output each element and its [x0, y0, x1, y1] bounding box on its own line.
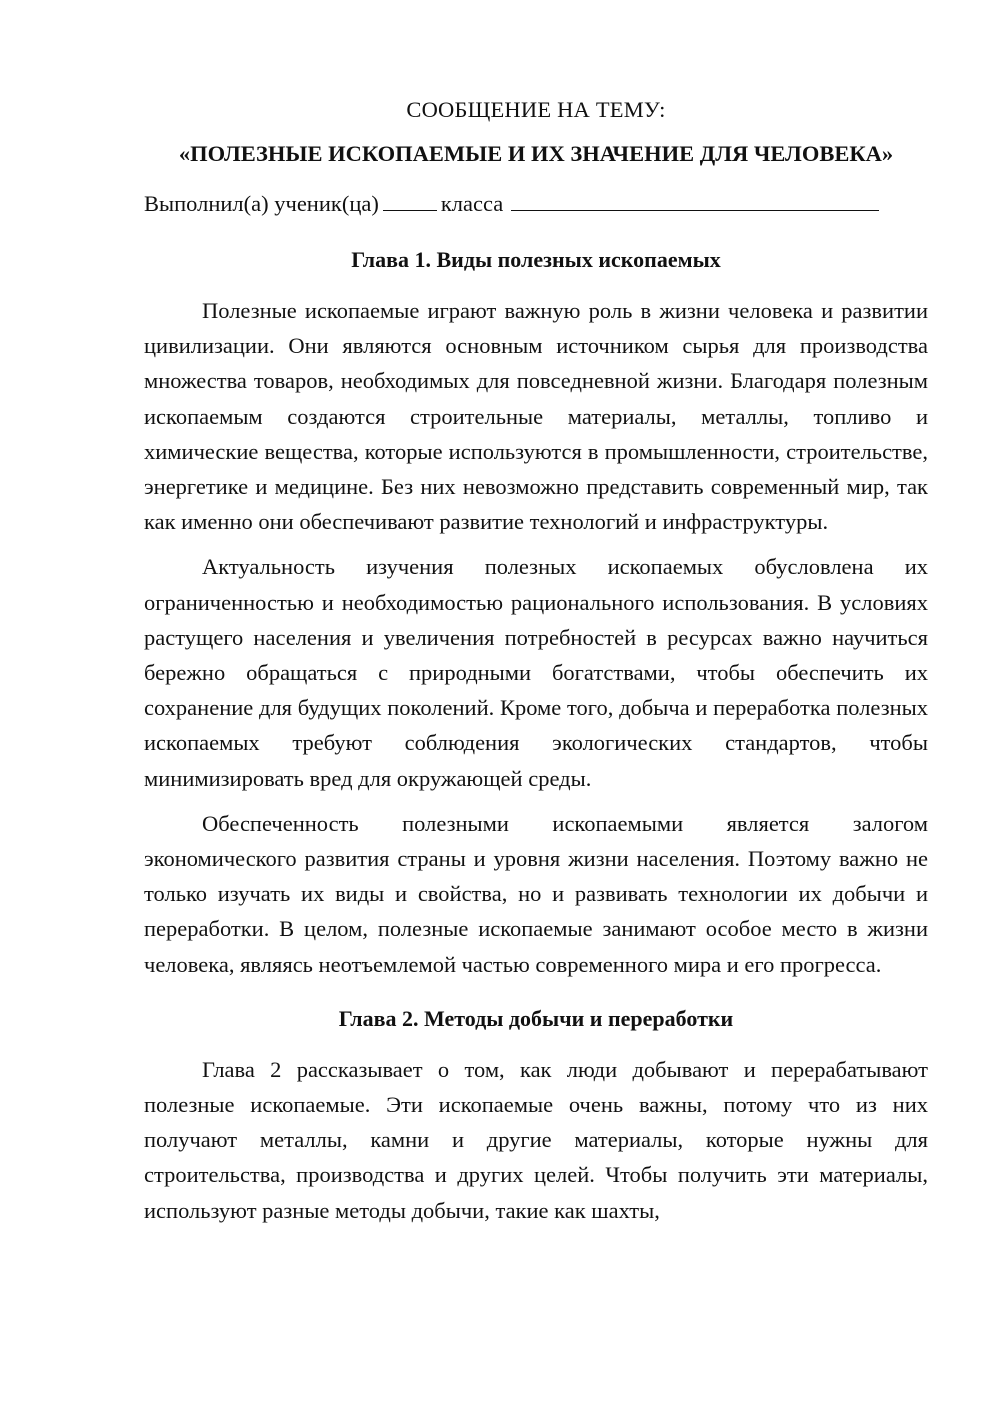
chapter1-heading: Глава 1. Виды полезных ископаемых [351, 247, 721, 272]
author-line [144, 186, 928, 221]
chapter2-heading: Глава 2. Методы добычи и переработки [338, 1005, 734, 1031]
student-name-blank [511, 188, 879, 211]
chapter2-paragraph: Глава 2 рассказывает о том, как люди добывают и перерабатывают полезные ископаемые. Эти ископаемые очень важны, потому что из них получают металлы, камни и другие материалы, которые нужны для строительства, производства и других целей. Чтобы получить эти материалы, используют разные методы добычи, такие как шахты, [144, 1056, 928, 1223]
document-title-line2: «ПОЛЕЗНЫЕ ИСКОПАЕМЫЕ И ИХ ЗНАЧЕНИЕ ДЛЯ ЧЕЛОВЕКА» [178, 141, 894, 166]
author-class-label: класса [440, 191, 504, 216]
class-number-blank [383, 188, 437, 211]
chapter1-paragraph: Актуальность изучения полезных ископаемых обусловлена их ограниченностью и необходимостью рационального использования. В условиях растущего населения и увеличения потребностей в ресурсах важно научиться бережно обращаться с природными богатствами, чтобы обеспечить их сохранение для будущих поколений. Кроме того, добыча и переработка полезных ископаемых требуют соблюдения экологических стандартов, чтобы минимизировать вред для окружающей среды. [144, 554, 928, 791]
chapter1-paragraph: Обеспеченность полезными ископаемыми является залогом экономического развития страны и уровня жизни населения. Поэтому важно не только изучать их виды и свойства, но и развивать технологии их добычи и переработки. В целом, полезные ископаемые занимают особое место в жизни человека, являясь неотъемлемой частью современного мира и его прогресса. [144, 810, 928, 977]
document-page [144, 92, 928, 1228]
author-prefix: Выполнил(а) ученик(ца) [144, 191, 379, 216]
document-title-line1: СООБЩЕНИЕ НА ТЕМУ: [406, 97, 666, 122]
chapter1-paragraph: Полезные ископаемые играют важную роль в жизни человека и развитии цивилизации. Они являются основным источником сырья для производства множества товаров, необходимых для повседневной жизни. Благодаря полезным ископаемым создаются строительные материалы, металлы, топливо и химические вещества, которые используются в промышленности, строительстве, энергетике и медицине. Без них невозможно представить современный мир, так как именно они обеспечивают развитие технологий и инфраструктуры. [144, 298, 928, 535]
